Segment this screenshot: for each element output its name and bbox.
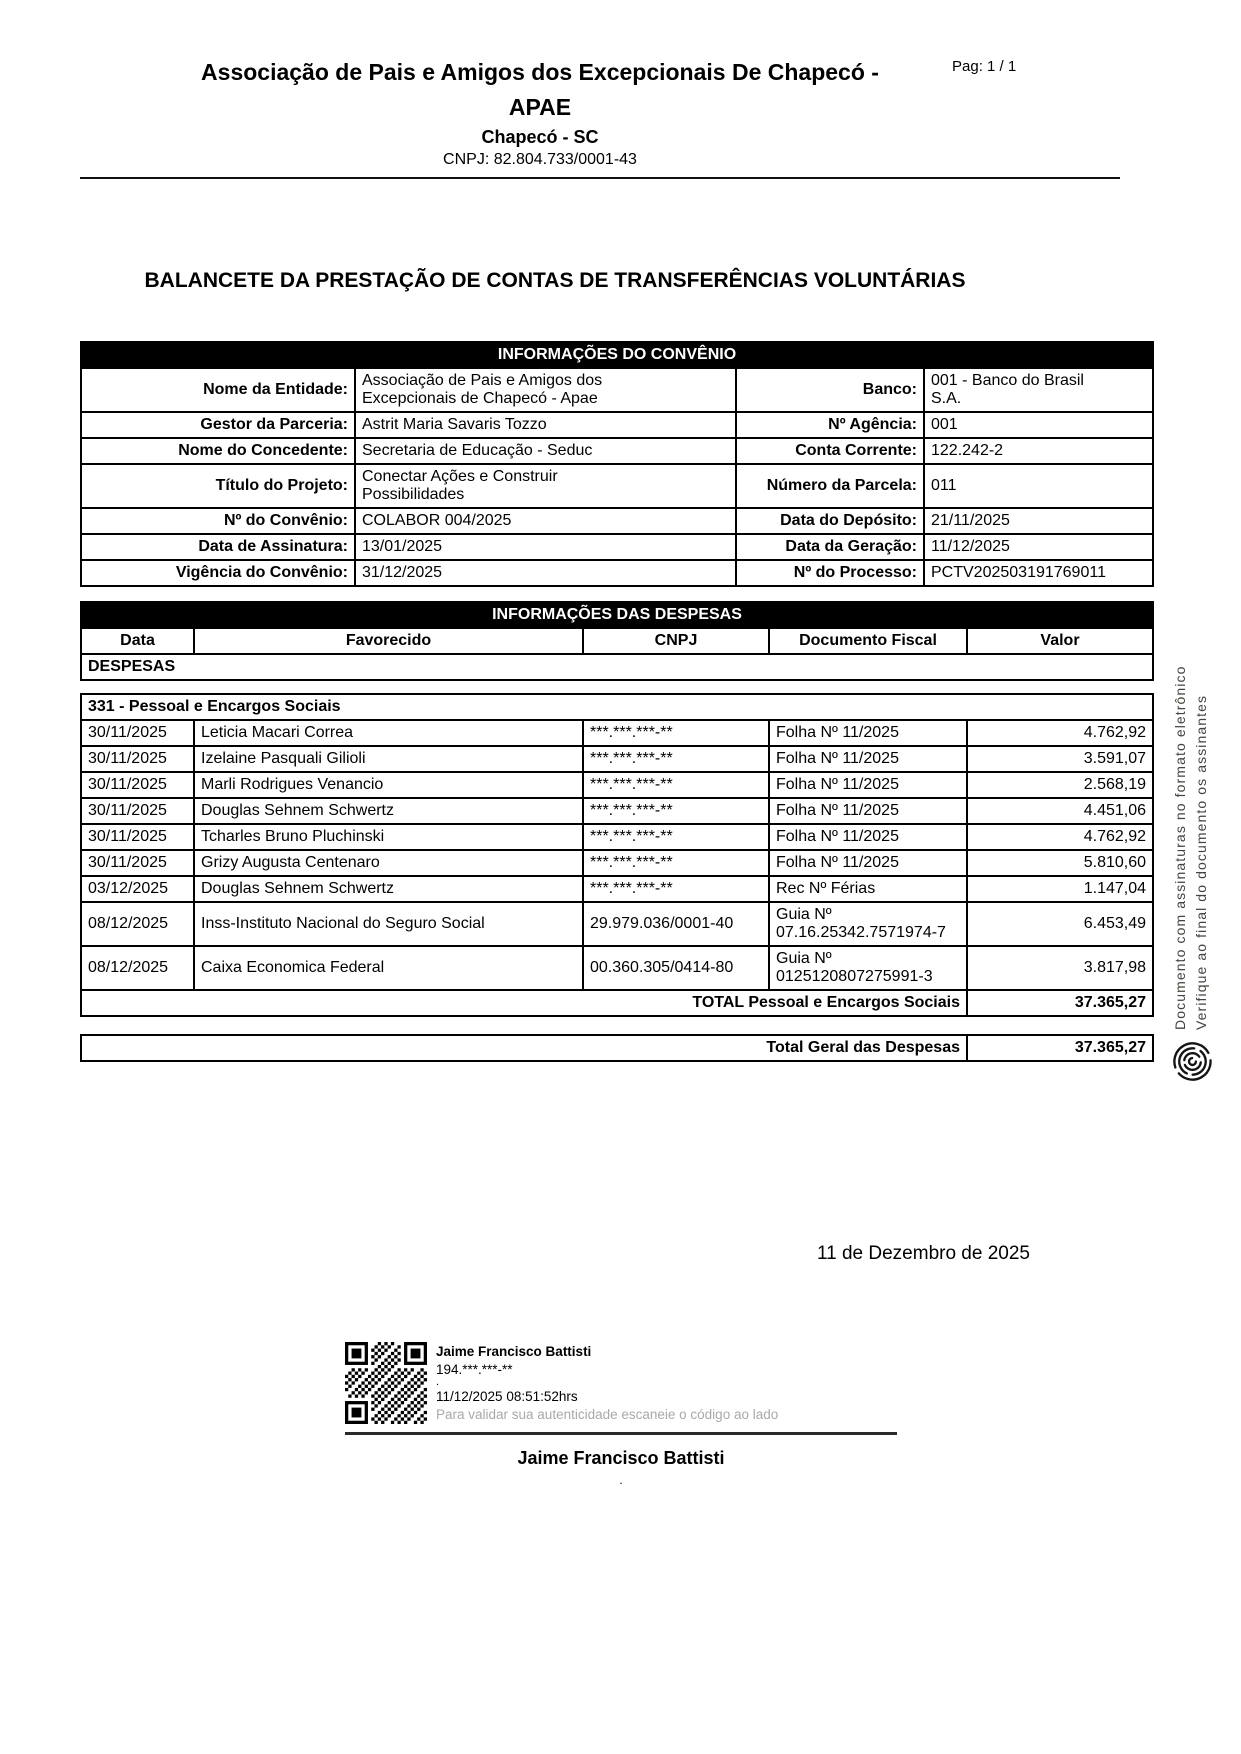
grand-total-label: Total Geral das Despesas bbox=[81, 1035, 967, 1061]
cell-favorecido: Izelaine Pasquali Gilioli bbox=[194, 746, 583, 772]
signature-stamp bbox=[345, 1342, 897, 1435]
table-row bbox=[81, 412, 1153, 438]
signature-name: Jaime Francisco Battisti bbox=[517, 1448, 725, 1468]
organization-cnpj: CNPJ: 82.804.733/0001-43 bbox=[443, 151, 637, 168]
section-total-value: 37.365,27 bbox=[967, 990, 1153, 1016]
field-label: Conta Corrente: bbox=[736, 438, 924, 464]
cell-documento: Guia Nº 0125120807275991-3 bbox=[769, 946, 967, 990]
expense-row bbox=[81, 946, 1153, 990]
grand-total-row bbox=[81, 1035, 1153, 1061]
field-label: Nº do Convênio: bbox=[81, 508, 355, 534]
field-label: Título do Projeto: bbox=[81, 464, 355, 508]
document-title: BALANCETE DA PRESTAÇÃO DE CONTAS DE TRANSFERÊNCIAS VOLUNTÁRIAS bbox=[144, 269, 966, 292]
cell-documento: Folha Nº 11/2025 bbox=[769, 720, 967, 746]
cell-favorecido: Douglas Sehnem Schwertz bbox=[194, 876, 583, 902]
validation-hint: Para validar sua autenticidade escaneie o código ao lado bbox=[436, 1406, 779, 1422]
cell-valor: 5.810,60 bbox=[967, 850, 1153, 876]
table-row bbox=[81, 464, 1153, 508]
column-header-documento-fiscal: Documento Fiscal bbox=[769, 628, 967, 654]
expense-row bbox=[81, 824, 1153, 850]
field-label: Data do Depósito: bbox=[736, 508, 924, 534]
cell-favorecido: Marli Rodrigues Venancio bbox=[194, 772, 583, 798]
cell-data: 08/12/2025 bbox=[81, 946, 194, 990]
signer-name: Jaime Francisco Battisti bbox=[436, 1344, 592, 1359]
expenses-section-table bbox=[80, 693, 1154, 1017]
cell-documento: Folha Nº 11/2025 bbox=[769, 850, 967, 876]
cell-cnpj: ***.***.***-** bbox=[583, 824, 769, 850]
expense-row bbox=[81, 772, 1153, 798]
expenses-header-table bbox=[80, 601, 1154, 681]
field-value: 21/11/2025 bbox=[924, 508, 1153, 534]
cell-data: 30/11/2025 bbox=[81, 772, 194, 798]
field-label: Vigência do Convênio: bbox=[81, 560, 355, 586]
section-total-label: TOTAL Pessoal e Encargos Sociais bbox=[81, 990, 967, 1016]
cell-favorecido: Douglas Sehnem Schwertz bbox=[194, 798, 583, 824]
cell-valor: 4.762,92 bbox=[967, 824, 1153, 850]
cell-favorecido: Grizy Augusta Centenaro bbox=[194, 850, 583, 876]
stamp-dot: . bbox=[436, 1376, 440, 1389]
cell-documento: Folha Nº 11/2025 bbox=[769, 798, 967, 824]
column-header-row bbox=[81, 628, 1153, 654]
group-label-row bbox=[81, 654, 1153, 680]
fingerprint-icon bbox=[1168, 1038, 1215, 1085]
document-header bbox=[170, 55, 910, 169]
signature-block bbox=[345, 1448, 897, 1487]
cell-favorecido: Caixa Economica Federal bbox=[194, 946, 583, 990]
table-header-bar bbox=[81, 342, 1153, 368]
side-note-line2: Verifique ao final do documento os assinantes bbox=[1193, 694, 1209, 1030]
cell-valor: 3.591,07 bbox=[967, 746, 1153, 772]
cell-documento: Folha Nº 11/2025 bbox=[769, 746, 967, 772]
cell-documento: Folha Nº 11/2025 bbox=[769, 824, 967, 850]
field-label: Nome da Entidade: bbox=[81, 368, 355, 412]
field-label: Nº Agência: bbox=[736, 412, 924, 438]
cell-favorecido: Leticia Macari Correa bbox=[194, 720, 583, 746]
column-header-cnpj: CNPJ bbox=[583, 628, 769, 654]
cell-valor: 2.568,19 bbox=[967, 772, 1153, 798]
table-row bbox=[81, 560, 1153, 586]
column-header-favorecido: Favorecido bbox=[194, 628, 583, 654]
page-number: Pag: 1 / 1 bbox=[952, 58, 1017, 75]
organization-name: Associação de Pais e Amigos dos Excepcionais De Chapecó - APAE bbox=[201, 59, 879, 120]
cell-favorecido: Tcharles Bruno Pluchinski bbox=[194, 824, 583, 850]
cell-cnpj: 29.979.036/0001-40 bbox=[583, 902, 769, 946]
field-value: 122.242-2 bbox=[924, 438, 1153, 464]
organization-city: Chapecó - SC bbox=[481, 127, 599, 147]
qr-code-icon bbox=[345, 1342, 427, 1424]
field-label: Nome do Concedente: bbox=[81, 438, 355, 464]
section-title: 331 - Pessoal e Encargos Sociais bbox=[81, 694, 1153, 720]
cell-valor: 4.762,92 bbox=[967, 720, 1153, 746]
expense-row bbox=[81, 746, 1153, 772]
field-label: Data da Geração: bbox=[736, 534, 924, 560]
document-body bbox=[80, 341, 1152, 1062]
field-label: Gestor da Parceria: bbox=[81, 412, 355, 438]
document-date: 11 de Dezembro de 2025 bbox=[816, 1243, 1030, 1264]
cell-data: 30/11/2025 bbox=[81, 824, 194, 850]
cell-cnpj: ***.***.***-** bbox=[583, 798, 769, 824]
cell-data: 30/11/2025 bbox=[81, 746, 194, 772]
cell-data: 08/12/2025 bbox=[81, 902, 194, 946]
field-value: 13/01/2025 bbox=[355, 534, 736, 560]
field-label: Data de Assinatura: bbox=[81, 534, 355, 560]
section-total-row bbox=[81, 990, 1153, 1016]
field-value: Associação de Pais e Amigos dos Excepcionais de Chapecó - Apae bbox=[355, 368, 736, 412]
signature-stamp-text bbox=[436, 1342, 778, 1424]
expense-row bbox=[81, 798, 1153, 824]
field-value: COLABOR 004/2025 bbox=[355, 508, 736, 534]
cell-cnpj: ***.***.***-** bbox=[583, 876, 769, 902]
group-label: DESPESAS bbox=[81, 654, 1153, 680]
cell-cnpj: ***.***.***-** bbox=[583, 720, 769, 746]
expense-row bbox=[81, 850, 1153, 876]
field-value: 001 - Banco do Brasil S.A. bbox=[924, 368, 1153, 412]
agreement-info-title: INFORMAÇÕES DO CONVÊNIO bbox=[81, 342, 1153, 368]
agreement-info-table bbox=[80, 341, 1154, 587]
field-value: PCTV202503191769011 bbox=[924, 560, 1153, 586]
field-label: Nº do Processo: bbox=[736, 560, 924, 586]
table-row bbox=[81, 368, 1153, 412]
section-title-row bbox=[81, 694, 1153, 720]
expenses-info-title: INFORMAÇÕES DAS DESPESAS bbox=[81, 602, 1153, 628]
expense-row bbox=[81, 876, 1153, 902]
side-note-line1: Documento com assinaturas no formato eletrônico bbox=[1172, 665, 1188, 1030]
cell-cnpj: ***.***.***-** bbox=[583, 772, 769, 798]
cell-documento: Folha Nº 11/2025 bbox=[769, 772, 967, 798]
column-header-data: Data bbox=[81, 628, 194, 654]
table-header-bar bbox=[81, 602, 1153, 628]
column-header-valor: Valor bbox=[967, 628, 1153, 654]
field-value: 11/12/2025 bbox=[924, 534, 1153, 560]
field-value: Astrit Maria Savaris Tozzo bbox=[355, 412, 736, 438]
expense-row bbox=[81, 902, 1153, 946]
field-value: Secretaria de Educação - Seduc bbox=[355, 438, 736, 464]
cell-favorecido: Inss-Instituto Nacional do Seguro Social bbox=[194, 902, 583, 946]
header-divider bbox=[80, 177, 1120, 179]
cell-data: 30/11/2025 bbox=[81, 850, 194, 876]
cell-data: 30/11/2025 bbox=[81, 798, 194, 824]
field-label: Número da Parcela: bbox=[736, 464, 924, 508]
cell-cnpj: ***.***.***-** bbox=[583, 850, 769, 876]
cell-valor: 4.451,06 bbox=[967, 798, 1153, 824]
cell-cnpj: 00.360.305/0414-80 bbox=[583, 946, 769, 990]
signature-timestamp: 11/12/2025 08:51:52hrs bbox=[436, 1388, 578, 1404]
field-value: Conectar Ações e Construir Possibilidades bbox=[355, 464, 736, 508]
signature-dot: . bbox=[619, 1473, 623, 1487]
signer-cpf: 194.***.***-** bbox=[436, 1361, 513, 1377]
field-label: Banco: bbox=[736, 368, 924, 412]
cell-valor: 1.147,04 bbox=[967, 876, 1153, 902]
cell-documento: Rec Nº Férias bbox=[769, 876, 967, 902]
grand-total-table bbox=[80, 1034, 1154, 1062]
cell-data: 03/12/2025 bbox=[81, 876, 194, 902]
table-row bbox=[81, 438, 1153, 464]
expense-row bbox=[81, 720, 1153, 746]
grand-total-value: 37.365,27 bbox=[967, 1035, 1153, 1061]
table-row bbox=[81, 534, 1153, 560]
field-value: 011 bbox=[924, 464, 1153, 508]
field-value: 001 bbox=[924, 412, 1153, 438]
table-row bbox=[81, 508, 1153, 534]
cell-valor: 3.817,98 bbox=[967, 946, 1153, 990]
cell-valor: 6.453,49 bbox=[967, 902, 1153, 946]
cell-documento: Guia Nº 07.16.25342.7571974-7 bbox=[769, 902, 967, 946]
cell-data: 30/11/2025 bbox=[81, 720, 194, 746]
cell-cnpj: ***.***.***-** bbox=[583, 746, 769, 772]
field-value: 31/12/2025 bbox=[355, 560, 736, 586]
